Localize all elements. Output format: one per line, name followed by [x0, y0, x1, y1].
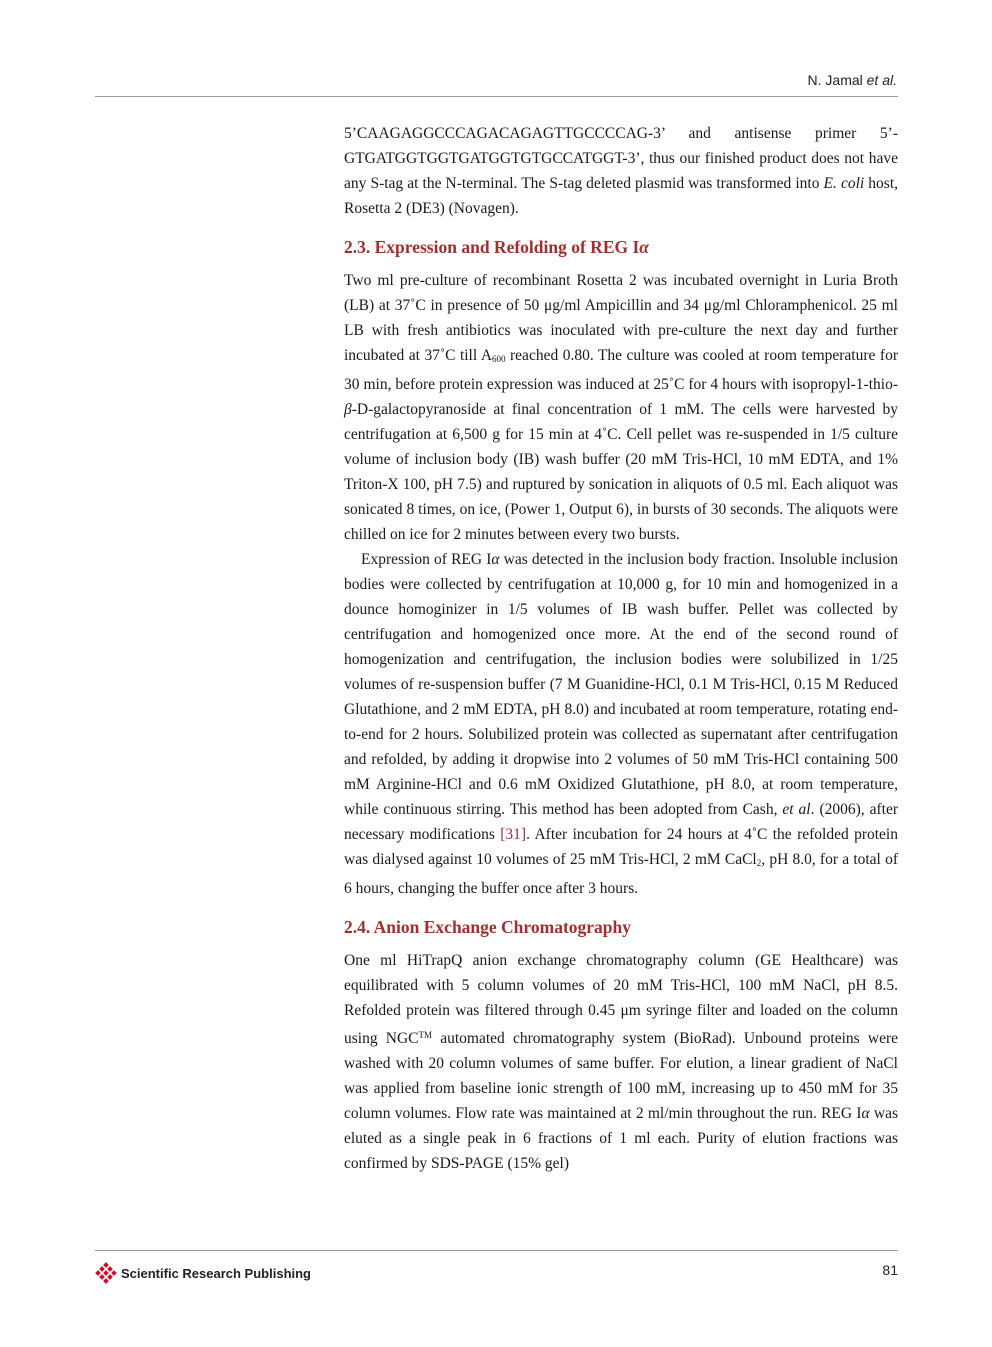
ecoli-italic: E. coli — [823, 175, 865, 192]
expr-text-c: -D-galactopyranoside at final concentration of 1 mM. The cells were harvested by centrifugation at 6,500 g for 15 min at 4˚C. Cell pellet was re-suspended in 1/5 culture volume of inclusion body (IB) wash buffer (20 mM Tris-HCl, 10 mM EDTA, and 1% Triton-X 100, pH 7.5) and ruptured by sonication in aliquots of 0.5 ml. Each aliquot was sonicated 8 times, on ice, (Power 1, Output 6), in bursts of 30 seconds. The aliquots were chilled on ice for 2 minutes between every two bursts. — [344, 401, 898, 543]
refold-text-e: , pH 8.0, for a total of 6 hours, changing the buffer once after 3 hours. — [344, 851, 898, 897]
footer-rule — [95, 1250, 898, 1251]
refold-etal: et al — [782, 801, 811, 818]
primer-text: 5’CAAGAGGCCCAGACAGAGTTGCCCCAG-3’ and antisense primer 5’-GTGATGGTGGTGATGGTGTGCCATGGT-3’, thus our finished product does not have any S-tag at the N-terminal. The S-tag deleted plasmid was transformed into — [344, 125, 898, 192]
paragraph-chromatography — [344, 948, 898, 1176]
publisher-name: Scientific Research Publishing — [121, 1266, 311, 1281]
paragraph-primer — [344, 121, 898, 221]
refold-alpha: α — [491, 551, 500, 568]
paragraph-refolding — [344, 547, 898, 901]
heading-2-3-text: 2.3. Expression and Refolding of REG I — [344, 237, 640, 257]
citation-link-31[interactable]: [31] — [500, 826, 527, 843]
page-number: 81 — [882, 1262, 898, 1278]
running-header — [808, 72, 897, 88]
page-footer — [95, 1262, 898, 1292]
a600-subscript: 600 — [492, 354, 506, 364]
expr-text-b: reached 0.80. The culture was cooled at room temperature for 30 min, before protein expression was induced at 25˚C for 4 hours with isopropyl-1-thio- — [344, 347, 898, 393]
refold-text-c: . (2006), after necessary modifications — [344, 801, 898, 843]
refold-text-b: was detected in the inclusion body fraction. Insoluble inclusion bodies were collected by centrifugation at 10,000 g, for 10 min and homogenized in a dounce homoginizer in 1/5 volumes of IB wash buffer. Pellet was collected by centrifugation and homogenized once more. At the end of the second round of homogenization and centrifugation, the inclusion bodies were solubilized in 1/25 volumes of re-suspension buffer (7 M Guanidine-HCl, 0.1 M Tris-HCl, 0.15 M Reduced Glutathione, and 2 mM EDTA, pH 8.0) and incubated at room temperature, rotating end-to-end for 2 hours. Solubilized protein was collected as supernatant after centrifugation and refolded, by adding it dropwise into 2 volumes of 50 mM Tris-HCl containing 500 mM Arginine-HCl and 0.6 mM Oxidized Glutathione, pH 8.0, at room temperature, while continuous stirring. This method has been adopted from Cash, — [344, 551, 898, 818]
section-heading-2-3 — [344, 235, 898, 259]
expr-text-a: Two ml pre-culture of recombinant Rosetta 2 was incubated overnight in Luria Broth (LB) at 37˚C in presence of 50 μg/ml Ampicillin and 34 μg/ml Chloramphenicol. 25 ml LB with fresh antibiotics was inoculated with pre-culture the next day and further incubated at 37˚C till A — [344, 272, 898, 364]
header-etal: et al. — [866, 72, 897, 88]
article-body — [344, 121, 898, 1176]
header-author-name: N. Jamal — [807, 72, 863, 88]
chrom-text-a: One ml HiTrapQ anion exchange chromatography column (GE Healthcare) was equilibrated with 5 column volumes of 20 mM Tris-HCl, 100 mM NaCl, pH 8.5. Refolded protein was filtered through 0.45 μm syringe filter and loaded on the column using NGC — [344, 952, 898, 1047]
chrom-text-c: was eluted as a single peak in 6 fractions of 1 ml each. Purity of elution fractions was confirmed by SDS-PAGE (15% gel) — [344, 1105, 898, 1172]
header-rule — [95, 96, 898, 97]
section-heading-2-4: 2.4. Anion Exchange Chromatography — [344, 917, 632, 937]
paragraph-expression — [344, 268, 898, 547]
tm-superscript: TM — [418, 1030, 433, 1040]
refold-text-a: Expression of REG I — [361, 551, 492, 568]
heading-2-3-alpha: α — [639, 237, 649, 257]
chrom-text-b: automated chromatography system (BioRad). Unbound proteins were washed with 20 column volumes of same buffer. For elution, a linear gradient of NaCl was applied from baseline ionic strength of 100 mM, increasing up to 450 mM for 35 column volumes. Flow rate was maintained at 2 ml/min throughout the run. REG I — [344, 1030, 898, 1122]
chrom-alpha: α — [861, 1105, 870, 1122]
cacl2-subscript: 2 — [756, 858, 762, 868]
publisher-logo-icon — [95, 1262, 117, 1284]
primer-text-end: host, Rosetta 2 (DE3) (Novagen). — [344, 175, 898, 217]
beta-italic: β — [344, 401, 352, 418]
refold-text-d: . After incubation for 24 hours at 4˚C the refolded protein was dialysed against 10 volumes of 25 mM Tris-HCl, 2 mM CaCl — [344, 826, 898, 868]
